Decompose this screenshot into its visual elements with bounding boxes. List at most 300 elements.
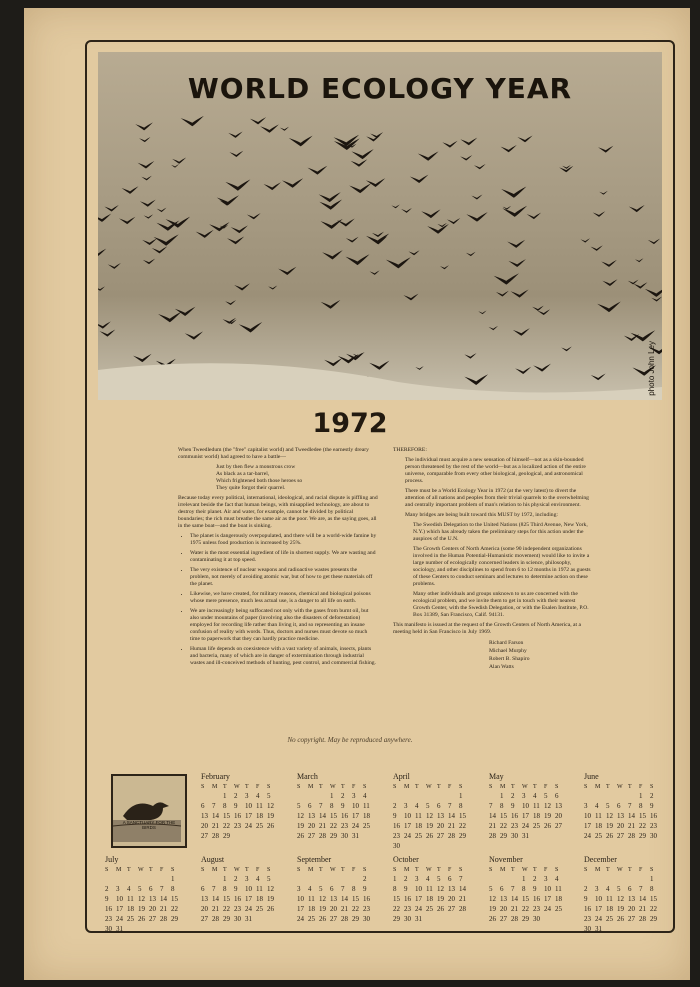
day-cell: 6 bbox=[555, 792, 559, 800]
weekday-label: T bbox=[437, 867, 441, 873]
weekday-label: T bbox=[511, 784, 515, 790]
day-cell bbox=[105, 874, 116, 884]
day-cell: 15 bbox=[500, 812, 507, 820]
day-cell: 22 bbox=[639, 822, 646, 830]
weekday-label: M bbox=[500, 784, 506, 790]
week-row bbox=[584, 894, 661, 904]
day-cell: 23 bbox=[404, 905, 411, 913]
day-cell bbox=[256, 831, 267, 841]
day-cell bbox=[628, 874, 639, 884]
seagull-shape bbox=[501, 145, 517, 152]
list-item: • The very existence of nuclear weapons and radioactive wastes presents the problem, not merely of avoiding atomic war, but of how to get these materials off the planet. bbox=[190, 567, 378, 588]
day-cell: 20 bbox=[149, 905, 156, 913]
day-cell: 23 bbox=[533, 905, 540, 913]
day-cell: 23 bbox=[584, 915, 591, 923]
seagull-shape bbox=[442, 141, 457, 148]
day-cell bbox=[426, 914, 437, 924]
day-cell: 14 bbox=[448, 812, 455, 820]
weekday-label: S bbox=[584, 867, 588, 873]
seagull-shape bbox=[166, 217, 191, 228]
day-cell: 7 bbox=[639, 885, 643, 893]
day-cell: 1 bbox=[639, 792, 643, 800]
seagull-shape bbox=[601, 260, 617, 267]
day-cell: 5 bbox=[297, 802, 301, 810]
day-cell: 10 bbox=[595, 895, 602, 903]
day-cell: 4 bbox=[363, 792, 367, 800]
seagull-shape bbox=[474, 164, 486, 169]
seagull-shape bbox=[227, 237, 244, 245]
month-name: June bbox=[584, 772, 599, 781]
seagull-shape bbox=[466, 252, 476, 256]
day-cell: 15 bbox=[223, 812, 230, 820]
month-name: December bbox=[584, 855, 617, 864]
weekday-label: F bbox=[639, 784, 643, 790]
day-cell bbox=[628, 791, 639, 801]
day-cell: 27 bbox=[201, 832, 208, 840]
day-cell bbox=[544, 914, 555, 924]
day-cell: 4 bbox=[426, 875, 430, 883]
seagull-shape bbox=[181, 116, 204, 126]
seagull-shape bbox=[264, 182, 281, 190]
day-cell: 20 bbox=[617, 822, 624, 830]
signers bbox=[489, 640, 593, 671]
seagull-shape bbox=[143, 259, 155, 265]
weekday-label: T bbox=[533, 784, 537, 790]
seagull-shape bbox=[185, 331, 203, 339]
month-name: April bbox=[393, 772, 410, 781]
bridge-item: The Swedish Delegation to the United Nations (825 Third Avenue, New York, N.Y.) which has already taken the preliminary steps for this action under the auspices of the U.N. bbox=[413, 522, 588, 542]
day-cell: 1 bbox=[171, 875, 175, 883]
seagull-shape bbox=[247, 213, 261, 219]
day-cell: 9 bbox=[650, 802, 654, 810]
seagull-shape bbox=[141, 176, 151, 181]
day-cell: 14 bbox=[160, 895, 167, 903]
month-name: July bbox=[105, 855, 119, 864]
day-cell: 8 bbox=[393, 885, 397, 893]
day-cell: 26 bbox=[138, 915, 145, 923]
day-cell: 3 bbox=[245, 875, 249, 883]
day-cell bbox=[149, 924, 160, 934]
day-cell bbox=[617, 924, 628, 934]
day-cell: 28 bbox=[628, 832, 635, 840]
day-cell: 10 bbox=[415, 885, 422, 893]
day-cell bbox=[639, 924, 650, 934]
week-row bbox=[584, 831, 661, 841]
day-cell: 13 bbox=[448, 885, 455, 893]
day-cell: 3 bbox=[584, 802, 588, 810]
seagull-shape bbox=[98, 214, 111, 222]
day-cell: 2 bbox=[511, 792, 515, 800]
because-paragraph: Because today every political, international, ideological, and racial dispute is piffling and irrelevant beside the fact that human beings, with misapplied technology, are about to destroy their planet. Air and water, for example, cannot be divided by political boundaries; the rich must breathe the same air as the poor. We are, as the saying goes, all in the same boat—and the boat is sinking. bbox=[178, 495, 378, 529]
day-cell: 15 bbox=[223, 895, 230, 903]
weekday-label: S bbox=[297, 867, 301, 873]
seagull-shape bbox=[319, 192, 341, 202]
seagull-shape bbox=[172, 158, 186, 164]
day-cell: 20 bbox=[201, 905, 208, 913]
day-cell: 31 bbox=[352, 832, 359, 840]
day-cell: 8 bbox=[639, 802, 643, 810]
month-name: September bbox=[297, 855, 332, 864]
day-cell: 11 bbox=[595, 812, 602, 820]
day-cell: 21 bbox=[639, 905, 646, 913]
day-cell: 22 bbox=[330, 822, 337, 830]
day-cell bbox=[297, 791, 308, 801]
weekday-label: T bbox=[319, 867, 323, 873]
weekday-label: S bbox=[650, 784, 654, 790]
verse bbox=[216, 464, 378, 492]
day-cell: 7 bbox=[448, 802, 452, 810]
weekday-label: T bbox=[533, 867, 537, 873]
day-cell: 22 bbox=[223, 822, 230, 830]
day-cell bbox=[617, 791, 628, 801]
day-cell bbox=[639, 874, 650, 884]
day-cell bbox=[267, 831, 278, 841]
seagull-shape bbox=[140, 200, 156, 207]
day-cell: 26 bbox=[617, 915, 624, 923]
seagull-shape bbox=[464, 374, 488, 385]
list-item: • Water is the most essential ingredient of life in shortest supply. We are wasting and contaminating it at top speed. bbox=[190, 550, 378, 564]
week-row bbox=[297, 821, 374, 831]
day-cell: 21 bbox=[459, 895, 466, 903]
day-cell: 30 bbox=[341, 832, 348, 840]
week-row bbox=[489, 811, 566, 821]
day-cell bbox=[127, 924, 138, 934]
day-cell: 11 bbox=[127, 895, 134, 903]
seagull-shape bbox=[250, 117, 266, 124]
day-cell: 8 bbox=[459, 802, 463, 810]
week-row bbox=[393, 841, 470, 851]
day-cell: 19 bbox=[426, 822, 433, 830]
seagull-shape bbox=[447, 218, 460, 224]
seagull-shape bbox=[289, 136, 313, 147]
day-cell: 28 bbox=[459, 905, 466, 913]
day-cell: 12 bbox=[544, 802, 551, 810]
day-cell bbox=[650, 924, 661, 934]
day-cell: 27 bbox=[149, 915, 156, 923]
seagull-shape bbox=[142, 238, 157, 245]
day-cell bbox=[489, 791, 500, 801]
day-cell: 1 bbox=[330, 792, 334, 800]
day-cell bbox=[459, 841, 470, 851]
day-cell: 19 bbox=[606, 822, 613, 830]
day-cell: 15 bbox=[352, 895, 359, 903]
weekday-label: T bbox=[415, 784, 419, 790]
seagull-shape bbox=[418, 151, 439, 160]
weekday-label: T bbox=[149, 867, 153, 873]
day-cell: 29 bbox=[500, 832, 507, 840]
therefore-heading: THEREFORE: bbox=[393, 447, 427, 453]
day-cell: 3 bbox=[116, 885, 120, 893]
manifesto-right-column bbox=[393, 447, 593, 672]
day-cell: 2 bbox=[584, 885, 588, 893]
seagull-shape bbox=[464, 353, 476, 358]
day-cell: 11 bbox=[256, 885, 263, 893]
day-cell: 7 bbox=[628, 802, 632, 810]
day-cell bbox=[606, 874, 617, 884]
seagull-shape bbox=[322, 250, 343, 259]
day-cell: 17 bbox=[584, 822, 591, 830]
seagull-shape bbox=[561, 346, 572, 351]
day-cell: 6 bbox=[201, 885, 205, 893]
weekday-label: M bbox=[595, 784, 601, 790]
day-cell: 14 bbox=[489, 812, 496, 820]
day-cell bbox=[245, 831, 256, 841]
seagull-shape bbox=[98, 286, 105, 290]
weekday-label: F bbox=[256, 784, 260, 790]
day-cell: 25 bbox=[363, 822, 370, 830]
day-cell bbox=[426, 841, 437, 851]
day-cell: 19 bbox=[544, 812, 551, 820]
weekday-label: M bbox=[116, 867, 122, 873]
seagull-shape bbox=[239, 322, 262, 333]
day-cell: 8 bbox=[352, 885, 356, 893]
day-cell: 28 bbox=[319, 832, 326, 840]
week-row bbox=[489, 884, 566, 894]
intro-paragraph: When Tweedledum (the "free" capitalist world) and Tweedledee (the earnestly dreary communist world) had agreed to have a battle— bbox=[178, 447, 369, 460]
day-cell: 27 bbox=[617, 832, 624, 840]
day-cell: 15 bbox=[393, 895, 400, 903]
weekday-label: T bbox=[415, 867, 419, 873]
day-cell: 27 bbox=[448, 905, 455, 913]
day-cell bbox=[171, 924, 182, 934]
day-cell: 25 bbox=[256, 822, 263, 830]
day-cell: 10 bbox=[584, 812, 591, 820]
day-cell: 19 bbox=[319, 905, 326, 913]
day-cell bbox=[308, 874, 319, 884]
day-cell: 2 bbox=[363, 875, 367, 883]
day-cell: 18 bbox=[426, 895, 433, 903]
seagull-shape bbox=[580, 238, 590, 242]
day-cell: 8 bbox=[650, 885, 654, 893]
day-cell: 30 bbox=[650, 832, 657, 840]
day-cell: 23 bbox=[234, 822, 241, 830]
weekday-label: T bbox=[319, 784, 323, 790]
month-july bbox=[105, 855, 195, 934]
weekday-label: W bbox=[617, 867, 623, 873]
day-cell: 13 bbox=[437, 812, 444, 820]
day-cell: 30 bbox=[105, 925, 112, 933]
day-cell: 24 bbox=[297, 915, 304, 923]
seagull-shape bbox=[370, 132, 383, 138]
weekday-label: S bbox=[267, 867, 271, 873]
day-cell: 15 bbox=[459, 812, 466, 820]
day-cell: 2 bbox=[393, 802, 397, 810]
seagull-shape bbox=[559, 166, 573, 172]
weekday-label: S bbox=[489, 867, 493, 873]
seagull-shape bbox=[460, 155, 472, 160]
day-cell: 3 bbox=[595, 885, 599, 893]
day-cell: 9 bbox=[404, 885, 408, 893]
day-cell: 10 bbox=[352, 802, 359, 810]
seagull-shape bbox=[593, 211, 605, 217]
week-row bbox=[584, 801, 661, 811]
month-may bbox=[489, 772, 579, 841]
seagull-shape bbox=[391, 205, 399, 209]
day-cell: 22 bbox=[393, 905, 400, 913]
month-february bbox=[201, 772, 291, 841]
day-cell: 15 bbox=[171, 895, 178, 903]
weekday-label: S bbox=[650, 867, 654, 873]
day-cell: 20 bbox=[500, 905, 507, 913]
seagull-shape bbox=[196, 230, 214, 238]
day-cell: 6 bbox=[500, 885, 504, 893]
paragraph: Many bridges are being built toward this MUST by 1972, including: bbox=[405, 512, 558, 518]
month-grid bbox=[297, 783, 374, 841]
seagull-shape bbox=[104, 205, 118, 211]
weekday-label: M bbox=[308, 867, 314, 873]
day-cell: 6 bbox=[201, 802, 205, 810]
day-cell: 30 bbox=[404, 915, 411, 923]
day-cell: 22 bbox=[522, 905, 529, 913]
day-cell: 28 bbox=[341, 915, 348, 923]
seagull-shape bbox=[98, 321, 111, 328]
weekday-label: F bbox=[256, 867, 260, 873]
day-cell bbox=[352, 874, 363, 884]
verse-line: They quite forgot their quarrel. bbox=[216, 485, 286, 491]
weekday-label: T bbox=[341, 784, 345, 790]
weekday-label: S bbox=[267, 784, 271, 790]
paragraph: There must be a World Ecology Year in 1972 (at the very latest) to divert the attention of all nations and peoples from their trivial quarrels to the overwhelming and centrally important problem of man's relation to his physical environment. bbox=[405, 488, 589, 508]
day-cell: 26 bbox=[267, 905, 274, 913]
seagull-shape bbox=[321, 300, 341, 309]
weekday-label: S bbox=[363, 867, 367, 873]
day-cell: 16 bbox=[363, 895, 370, 903]
day-cell: 5 bbox=[544, 792, 548, 800]
day-cell: 23 bbox=[234, 905, 241, 913]
week-row bbox=[297, 801, 374, 811]
day-cell bbox=[628, 924, 639, 934]
day-cell: 26 bbox=[426, 832, 433, 840]
day-cell: 12 bbox=[297, 812, 304, 820]
day-cell: 6 bbox=[448, 875, 452, 883]
day-cell: 5 bbox=[138, 885, 142, 893]
day-cell: 4 bbox=[555, 875, 559, 883]
week-row bbox=[201, 874, 278, 884]
day-cell: 24 bbox=[584, 832, 591, 840]
day-cell: 20 bbox=[448, 895, 455, 903]
day-cell: 12 bbox=[489, 895, 496, 903]
day-cell: 11 bbox=[606, 895, 613, 903]
day-cell: 19 bbox=[489, 905, 496, 913]
month-grid bbox=[584, 783, 661, 841]
day-cell: 29 bbox=[459, 832, 466, 840]
seagull-shape bbox=[229, 151, 243, 157]
seagull-shape bbox=[403, 294, 418, 301]
seagull-shape bbox=[517, 135, 532, 142]
day-cell: 25 bbox=[555, 905, 562, 913]
weekday-label: W bbox=[522, 784, 528, 790]
day-cell bbox=[404, 791, 415, 801]
day-cell: 6 bbox=[437, 802, 441, 810]
day-cell: 17 bbox=[297, 905, 304, 913]
week-row bbox=[201, 914, 278, 924]
day-cell: 22 bbox=[352, 905, 359, 913]
day-cell bbox=[500, 874, 511, 884]
day-cell: 3 bbox=[404, 802, 408, 810]
month-name: November bbox=[489, 855, 523, 864]
day-cell bbox=[297, 874, 308, 884]
seagull-shape bbox=[133, 354, 152, 362]
day-cell: 16 bbox=[511, 812, 518, 820]
weekday-label: T bbox=[223, 784, 227, 790]
day-cell: 17 bbox=[116, 905, 123, 913]
week-row bbox=[393, 904, 470, 914]
seagull-shape bbox=[533, 364, 551, 372]
week-row bbox=[201, 884, 278, 894]
day-cell: 11 bbox=[533, 802, 540, 810]
day-cell: 5 bbox=[437, 875, 441, 883]
seagull-shape bbox=[307, 166, 327, 175]
day-cell bbox=[308, 791, 319, 801]
day-cell: 18 bbox=[127, 905, 134, 913]
day-cell bbox=[127, 874, 138, 884]
day-cell: 21 bbox=[160, 905, 167, 913]
day-cell: 26 bbox=[606, 832, 613, 840]
seagull-shape bbox=[501, 186, 526, 197]
seagull-shape bbox=[471, 195, 482, 200]
day-cell: 31 bbox=[415, 915, 422, 923]
month-grid bbox=[105, 866, 182, 934]
day-cell: 23 bbox=[341, 822, 348, 830]
weekday-label: T bbox=[606, 784, 610, 790]
week-row bbox=[393, 874, 470, 884]
month-grid bbox=[584, 866, 661, 934]
day-cell: 17 bbox=[352, 812, 359, 820]
day-cell: 1 bbox=[650, 875, 654, 883]
day-cell: 17 bbox=[595, 905, 602, 913]
seagull-shape bbox=[260, 124, 279, 132]
day-cell: 5 bbox=[617, 885, 621, 893]
day-cell: 22 bbox=[650, 905, 657, 913]
day-cell: 25 bbox=[426, 905, 433, 913]
day-cell: 8 bbox=[171, 885, 175, 893]
seagull-shape bbox=[440, 265, 449, 269]
seagull-shape bbox=[282, 178, 303, 188]
week-row bbox=[393, 811, 470, 821]
day-cell: 13 bbox=[628, 895, 635, 903]
day-cell: 4 bbox=[606, 885, 610, 893]
month-grid bbox=[393, 866, 470, 924]
day-cell bbox=[437, 841, 448, 851]
weekday-label: S bbox=[297, 784, 301, 790]
day-cell: 15 bbox=[330, 812, 337, 820]
day-cell: 25 bbox=[127, 915, 134, 923]
week-row bbox=[105, 904, 182, 914]
day-cell: 29 bbox=[223, 832, 230, 840]
seagull-shape bbox=[351, 159, 368, 167]
day-cell: 26 bbox=[319, 915, 326, 923]
weekday-label: F bbox=[160, 867, 164, 873]
seagull-shape bbox=[346, 237, 359, 243]
day-cell: 25 bbox=[606, 915, 613, 923]
week-row bbox=[489, 874, 566, 884]
weekday-label: S bbox=[584, 784, 588, 790]
day-cell: 12 bbox=[267, 885, 274, 893]
seagull-shape bbox=[401, 208, 412, 213]
seagull-shape bbox=[228, 131, 242, 137]
week-row bbox=[489, 791, 566, 801]
week-row bbox=[393, 884, 470, 894]
seagull-shape bbox=[225, 300, 236, 305]
day-cell: 17 bbox=[245, 895, 252, 903]
seagull-shape bbox=[511, 289, 529, 297]
day-cell: 9 bbox=[511, 802, 515, 810]
day-cell bbox=[489, 874, 500, 884]
week-row bbox=[105, 924, 182, 934]
seagull-shape bbox=[502, 206, 527, 217]
weekday-label: M bbox=[595, 867, 601, 873]
day-cell: 29 bbox=[650, 915, 657, 923]
